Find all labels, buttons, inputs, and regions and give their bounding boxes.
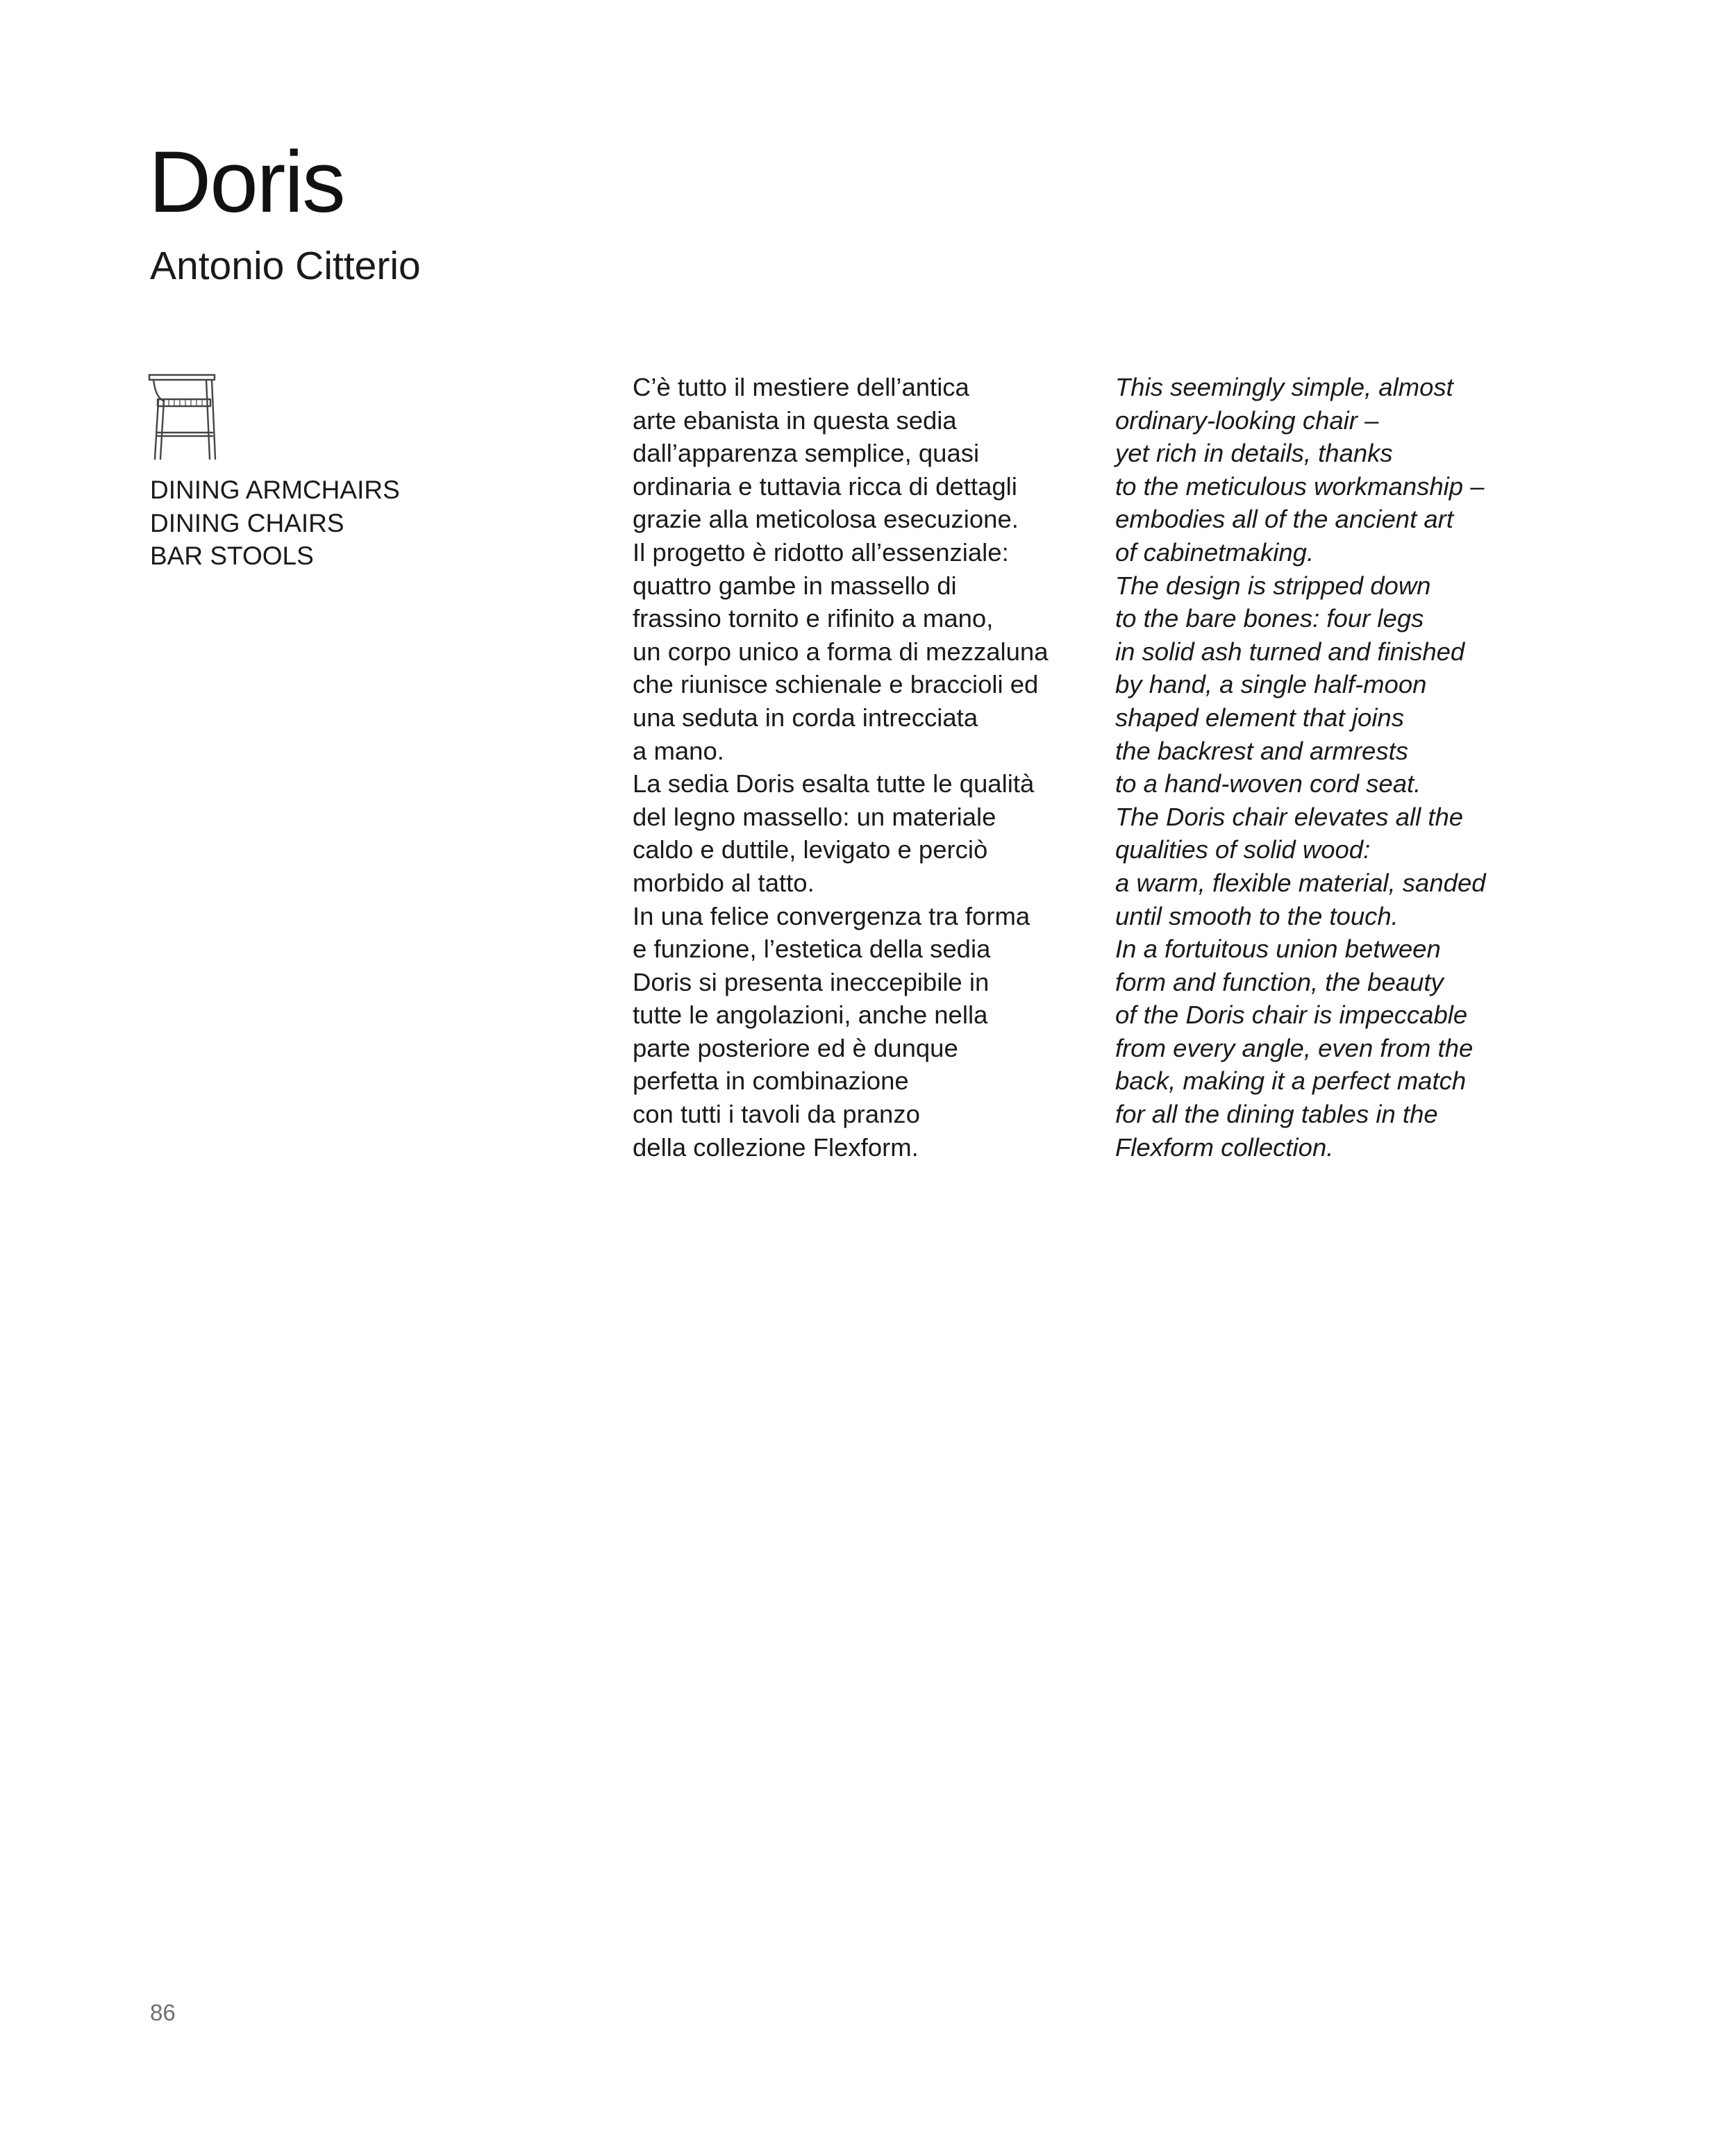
chair-outline-icon bbox=[148, 370, 222, 460]
page-number: 86 bbox=[150, 2000, 176, 2025]
designer-name: Antonio Citterio bbox=[150, 244, 421, 288]
italian-description: C’è tutto il mestiere dell’antica arte ebanista in questa sedia dall’apparenza semplice, quasi ordinaria e tuttavia ricca di dettagli grazie alla meticolosa esecuzione. Il progetto è ridotto all’essenziale: quattro gambe in massello di frassino tornito e rifinito a mano, un corpo unico a forma di mezzaluna che riunisce schienale e braccioli ed una seduta in corda intrecciata a mano. La sedia Doris esalta tutte le qualità del legno massello: un materiale caldo e duttile, levigato e perciò morbido al tatto. In una felice convergenza tra forma e funzione, l’estetica della sedia Doris si presenta ineccepibile in tutte le angolazioni, anche nella parte posteriore ed è dunque perfetta in combinazione con tutti i tavoli da pranzo della collezione Flexform. bbox=[633, 373, 1049, 1162]
category-list bbox=[150, 474, 400, 573]
category-item: DINING ARMCHAIRS bbox=[150, 476, 400, 504]
english-description: This seemingly simple, almost ordinary-looking chair – yet rich in details, thanks to the meticulous workmanship – embodies all of the ancient art of cabinetmaking. The design is stripped down to the bare bones: four legs in solid ash turned and finished by hand, a single half-moon shaped element that joins the backrest and armrests to a hand-woven cord seat. The Doris chair elevates all the qualities of solid wood: a warm, flexible material, sanded until smooth to the touch. In a fortuitous union between form and function, the beauty of the Doris chair is impeccable from every angle, even from the back, making it a perfect match for all the dining tables in the Flexform collection. bbox=[1115, 373, 1486, 1162]
category-item: BAR STOOLS bbox=[150, 542, 314, 570]
category-item: DINING CHAIRS bbox=[150, 508, 344, 537]
page-title: Doris bbox=[149, 134, 344, 231]
